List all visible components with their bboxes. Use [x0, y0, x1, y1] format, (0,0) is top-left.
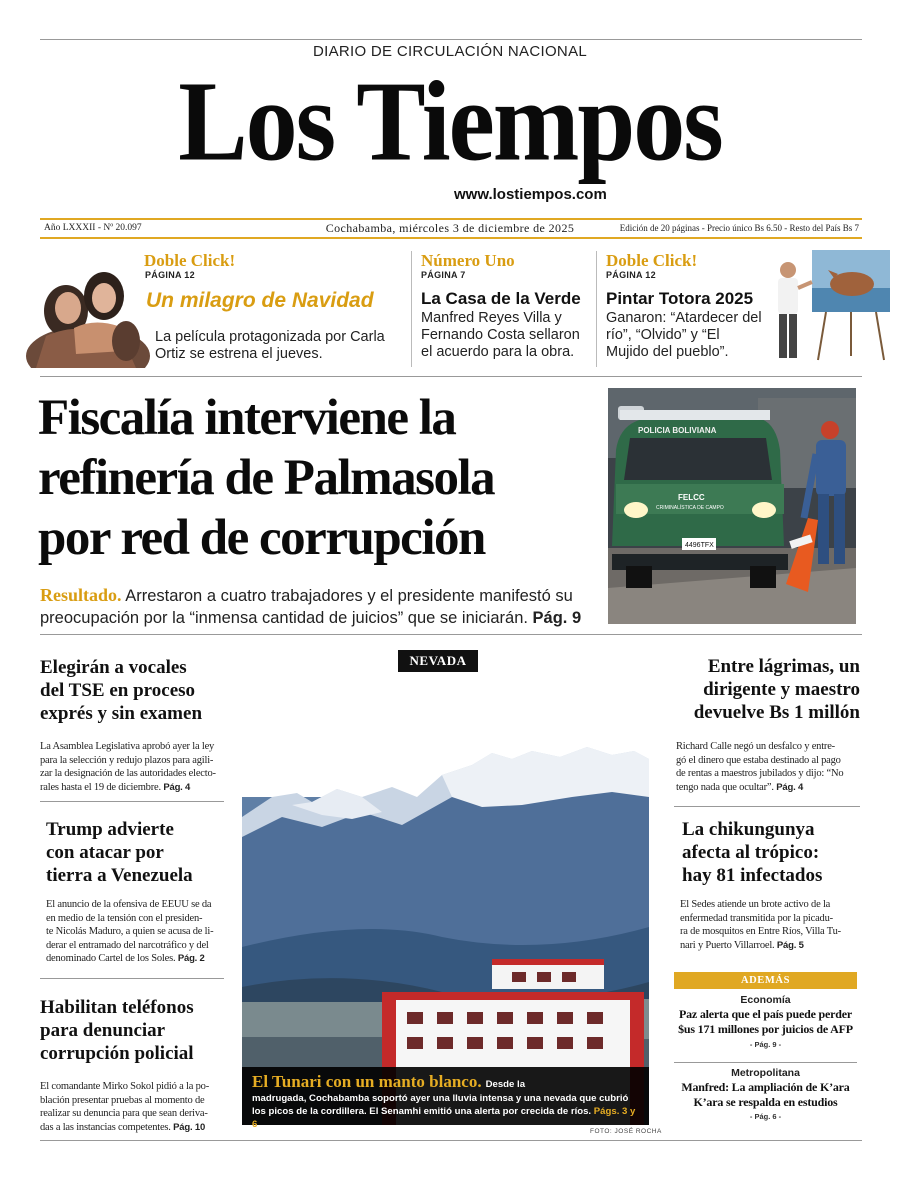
teaser-bottom-rule	[40, 376, 862, 377]
top-rule	[40, 39, 862, 40]
body-line: realizar su denuncia para que sean deriva-	[40, 1108, 208, 1119]
headline-line: hay 81 infectados	[682, 865, 823, 886]
teaser-3-page: PÁGINA 12	[606, 270, 656, 280]
body-line: en medio de la tensión con el presiden-	[46, 912, 203, 924]
body-line: te Nicolás Maduro, a quien se acusa de li-	[46, 926, 214, 937]
body-line: ra de mosquitos en Entre Ríos, Villa Tu-	[680, 926, 841, 937]
headline-line: La chikungunya	[682, 819, 815, 840]
headline-line: dirigente y maestro	[703, 679, 860, 700]
right-story-2-body	[680, 898, 860, 952]
headline-line: exprés y sin examen	[40, 703, 203, 724]
caption-title[interactable]: El Tunari con un manto blanco.	[252, 1072, 482, 1091]
photo-caption	[242, 1067, 649, 1130]
headline-line: Habilitan teléfonos	[40, 997, 194, 1018]
body-line: El anuncio de la ofensiva de EEUU se da	[46, 899, 212, 910]
right-story-1-body	[676, 740, 860, 794]
body-line: La Asamblea Legislativa aprobó ayer la ley	[40, 741, 215, 752]
website-link[interactable]: www.lostiempos.com	[454, 186, 607, 203]
teaser-3-kicker: Doble Click!	[606, 251, 698, 270]
left-rule-1	[40, 801, 224, 802]
main-photo-police-van[interactable]	[608, 388, 856, 624]
left-story-3-page[interactable]: Pág. 10	[173, 1121, 206, 1133]
teaser-2-page: PÁGINA 7	[421, 270, 466, 280]
teaser-1-headline[interactable]: Un milagro de Navidad	[146, 289, 374, 312]
main-headline-line: Fiscalía interviene la	[38, 390, 456, 446]
left-story-3-body	[40, 1080, 240, 1134]
body-line: zar la designación de las autoridades electo-	[40, 768, 216, 779]
teaser-2-headline[interactable]: La Casa de la Verde	[421, 289, 581, 308]
edition-price: Edición de 20 páginas - Precio único Bs 6.50 - Resto del País Bs 7	[619, 223, 859, 233]
teaser-1-kicker: Doble Click!	[144, 251, 236, 270]
body-line: nari y Puerto Villarroel.	[680, 939, 775, 951]
headline-line: tierra a Venezuela	[46, 865, 193, 886]
ademas-line: Manfred: La ampliación de K’ara	[681, 1080, 850, 1094]
center-photo-tunari-snow[interactable]	[242, 647, 649, 1125]
photo-section-label: NEVADA	[398, 650, 478, 672]
ademas-1-page[interactable]: - Pág. 9 -	[749, 1040, 782, 1049]
masthead-tagline: DIARIO DE CIRCULACIÓN NACIONAL	[312, 43, 588, 60]
ademas-1-text[interactable]	[674, 1007, 857, 1036]
teaser-divider-2	[596, 251, 597, 367]
main-bottom-rule	[40, 634, 862, 635]
headline-line: del TSE en proceso	[40, 680, 196, 701]
teaser-3-body: Ganaron: “Atardecer del río”, “Olvido” y “El Mujido del pueblo”.	[606, 310, 762, 360]
photo-label-side: FELCC	[678, 493, 705, 502]
teaser-1-page: PÁGINA 12	[145, 270, 195, 280]
teaser-photo-actresses[interactable]	[26, 256, 150, 368]
body-line: rales hasta el 19 de diciembre.	[40, 781, 161, 793]
left-story-1-page[interactable]: Pág. 4	[163, 781, 191, 793]
headline-line: devuelve Bs 1 millón	[693, 702, 860, 723]
teaser-3-headline[interactable]: Pintar Totora 2025	[606, 289, 754, 308]
newspaper-logo: Los Tiempos	[178, 58, 722, 185]
right-story-1-page[interactable]: Pág. 4	[776, 781, 804, 793]
ademas-2-text[interactable]	[674, 1080, 857, 1109]
body-line: El Sedes atiende un brote activo de la	[680, 899, 831, 910]
body-line: denominado Cartel de los Soles.	[46, 953, 176, 964]
left-story-2-headline[interactable]	[46, 818, 246, 887]
dateline: Cochabamba, miércoles 3 de diciembre de 2025	[325, 221, 575, 235]
body-line: enfermedad transmitida por la picadu-	[680, 912, 833, 924]
teaser-photo-painter[interactable]	[766, 248, 892, 368]
left-rule-2	[40, 978, 224, 979]
left-story-1-headline[interactable]	[40, 656, 240, 725]
headline-line: Trump advierte	[46, 819, 174, 840]
left-story-3-headline[interactable]	[40, 996, 240, 1065]
left-story-2-body	[46, 898, 242, 966]
teaser-divider-1	[411, 251, 412, 367]
main-headline[interactable]	[38, 388, 598, 568]
teaser-1-body: La película protagonizada por Carla Ortiz se estrena el jueves.	[155, 329, 385, 362]
headline-line: corrupción policial	[40, 1043, 194, 1064]
info-bar	[40, 220, 862, 237]
ademas-2-page[interactable]: - Pág. 6 -	[749, 1112, 782, 1121]
right-story-2-headline[interactable]	[682, 818, 862, 887]
caption-line: madrugada, Cochabamba soportó ayer una lluvia intensa y una nevada que cubrió	[252, 1093, 629, 1104]
headline-line: para denunciar	[40, 1020, 166, 1041]
ademas-divider	[674, 1062, 857, 1063]
body-line: das a las instancias competentes.	[40, 1121, 171, 1133]
left-story-2-page[interactable]: Pág. 2	[177, 953, 205, 964]
right-rule-1	[674, 806, 860, 807]
body-line: para la selección y redujo plazos para agili-	[40, 754, 214, 766]
main-summary	[40, 584, 605, 629]
photo-label-side2: CRIMINALÍSTICA DE CAMPO	[656, 505, 724, 511]
info-bar-bottom-rule	[40, 237, 862, 239]
ademas-2-section: Metropolitana	[731, 1067, 800, 1079]
teaser-2-body: Manfred Reyes Villa y Fernando Costa sellaron el acuerdo para la obra.	[421, 310, 580, 360]
bottom-rule	[40, 1140, 862, 1141]
headline-line: con atacar por	[46, 842, 164, 863]
ademas-line: Paz alerta que el país puede perder	[679, 1007, 852, 1021]
body-line: blación presentar pruebas al momento de	[40, 1094, 205, 1106]
main-body: Arrestaron a cuatro trabajadores y el presidente manifestó su preocupación por la “inmensa cantidad de juicios” que se iniciarán.	[40, 587, 573, 627]
photo-plate: 4496TFX	[685, 542, 714, 549]
body-line: El comandante Mirko Sokol pidió a la po-	[40, 1081, 210, 1092]
main-headline-line: por red de corrupción	[38, 510, 485, 566]
right-story-2-page[interactable]: Pág. 5	[776, 939, 804, 951]
headline-line: Entre lágrimas, un	[707, 656, 860, 677]
body-line: tengo nada que ocultar”.	[676, 781, 774, 793]
body-line: Richard Calle negó un desfalco y entre-	[676, 741, 835, 752]
headline-line: Elegirán a vocales	[40, 657, 187, 678]
teaser-2-kicker: Número Uno	[421, 251, 515, 270]
ademas-line: K’ara se respalda en estudios	[693, 1094, 838, 1109]
body-line: de rentas a maestros jubilados y dijo: “No	[676, 768, 844, 779]
main-headline-line: refinería de Palmasola	[38, 450, 495, 506]
headline-line: afecta al trópico:	[682, 842, 820, 863]
caption-line: Desde la	[485, 1079, 526, 1090]
body-line: derar el entramado del narcotráfico y del	[46, 939, 209, 951]
right-story-1-headline[interactable]	[674, 655, 860, 724]
left-story-1-body	[40, 740, 240, 794]
caption-page-ref[interactable]: Págs. 3 y 6	[252, 1106, 636, 1130]
main-page-ref[interactable]: Pág. 9	[532, 609, 582, 627]
body-line: gó el dinero que estaba destinado al pago	[676, 754, 841, 766]
photo-label-roof: POLICIA BOLIVIANA	[638, 426, 717, 435]
issue-number: Año LXXXII - Nº 20.097	[44, 223, 142, 233]
main-kicker: Resultado.	[40, 585, 122, 605]
photo-credit: FOTO: JOSÉ ROCHA	[590, 1128, 662, 1135]
ademas-label: ADEMÁS	[674, 972, 857, 989]
caption-line: los picos de la cordillera. El Senamhi emitió una alerta por crecida de ríos.	[252, 1106, 592, 1117]
ademas-line: $us 171 millones por juicios de AFP	[678, 1021, 853, 1036]
ademas-1-section: Economía	[740, 994, 791, 1006]
